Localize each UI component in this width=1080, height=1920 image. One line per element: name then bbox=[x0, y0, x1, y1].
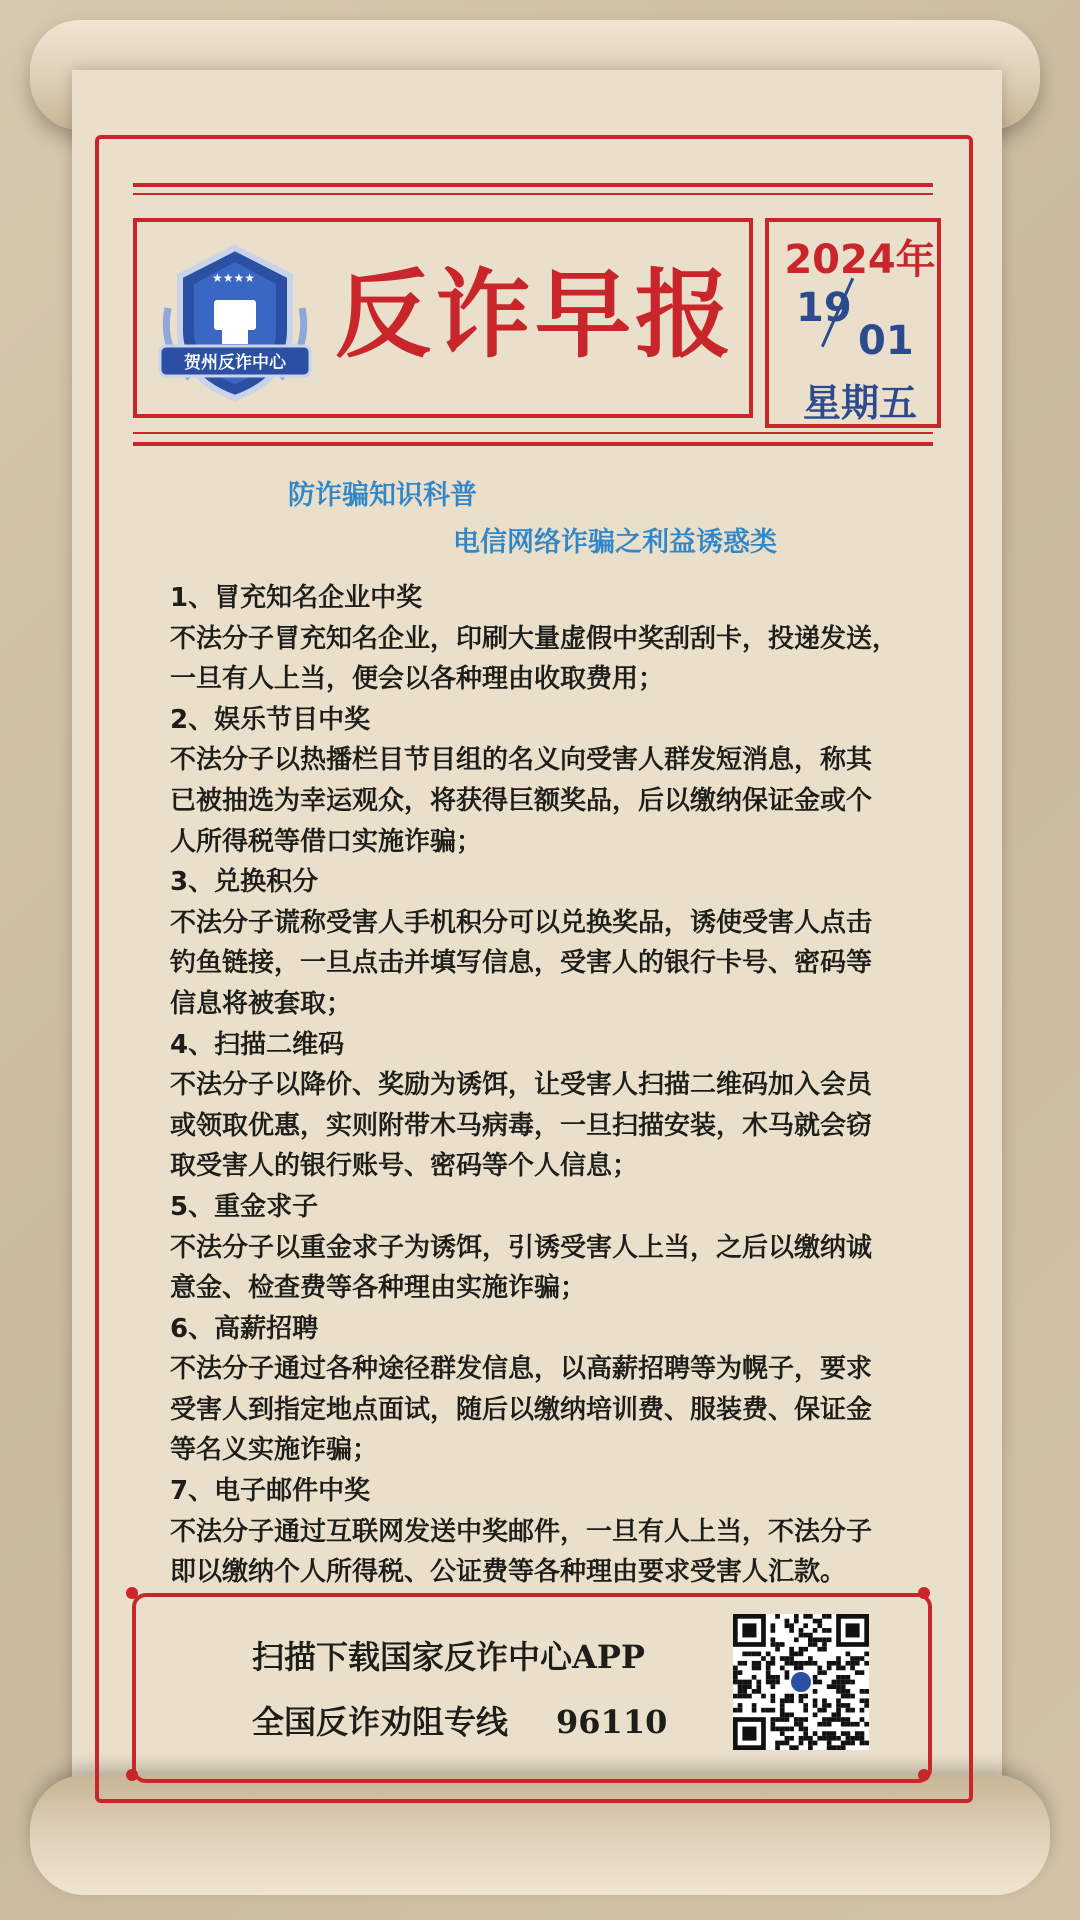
list-item bbox=[170, 862, 960, 1024]
item-heading: 2、娱乐节目中奖 bbox=[170, 704, 371, 735]
item-text: 或领取优惠，实则附带木马病毒，一旦扫描安装，木马就会窃 bbox=[170, 1110, 873, 1141]
logo-text: 贺州反诈中心 bbox=[184, 353, 286, 373]
item-heading: 5、重金求子 bbox=[170, 1191, 319, 1222]
date-weekday: 星期五 bbox=[802, 381, 917, 425]
date-month: 19 bbox=[796, 285, 852, 331]
item-heading: 1、冒充知名企业中奖 bbox=[170, 583, 423, 613]
item-heading: 6、高薪招聘 bbox=[170, 1313, 319, 1344]
fraud-list bbox=[170, 578, 960, 1593]
header-bottom-rule-thin bbox=[133, 432, 933, 434]
header-bottom-rule bbox=[133, 442, 933, 446]
svg-text:★★★★: ★★★★ bbox=[212, 271, 256, 285]
download-app-text: 扫描下载国家反诈中心APP bbox=[252, 1638, 645, 1676]
header-top-rule bbox=[133, 183, 933, 187]
list-item bbox=[170, 1187, 960, 1309]
list-item bbox=[170, 1025, 960, 1187]
corner-dot bbox=[126, 1587, 138, 1599]
item-text: 不法分子以热播栏目节目组的名义向受害人群发短消息，称其 bbox=[170, 745, 873, 776]
date-day: 01 bbox=[858, 318, 914, 364]
item-text: 取受害人的银行账号、密码等个人信息； bbox=[170, 1151, 639, 1182]
list-item bbox=[170, 1309, 960, 1471]
item-text: 一旦有人上当，便会以各种理由收取费用； bbox=[170, 664, 665, 695]
list-item bbox=[170, 578, 960, 700]
item-text: 不法分子冒充知名企业，印刷大量虚假中奖刮刮卡，投递发送， bbox=[170, 623, 899, 654]
item-text: 信息将被套取； bbox=[170, 988, 353, 1019]
item-text: 不法分子通过互联网发送中奖邮件，一旦有人上当，不法分子 bbox=[170, 1516, 873, 1547]
item-text: 不法分子通过各种途径群发信息，以高薪招聘等为幌子，要求 bbox=[170, 1354, 873, 1385]
newspaper-title: 反诈早报 bbox=[335, 258, 735, 371]
item-heading: 4、扫描二维码 bbox=[170, 1029, 345, 1060]
subtitle-science: 防诈骗知识科普 bbox=[288, 480, 477, 511]
item-text: 钓鱼链接，一旦点击并填写信息，受害人的银行卡号、密码等 bbox=[170, 948, 873, 979]
header-top-rule-thin bbox=[133, 193, 933, 195]
hotline-text bbox=[252, 1697, 667, 1743]
item-heading: 7、电子邮件中奖 bbox=[170, 1476, 371, 1507]
corner-dot bbox=[126, 1769, 138, 1781]
item-text: 等名义实施诈骗； bbox=[170, 1435, 379, 1466]
item-text: 受害人到指定地点面试，随后以缴纳培训费、服装费、保证金 bbox=[170, 1394, 873, 1425]
item-text: 不法分子以重金求子为诱饵，引诱受害人上当，之后以缴纳诚 bbox=[170, 1232, 873, 1263]
item-text: 已被抽选为幸运观众，将获得巨额奖品，后以缴纳保证金或个 bbox=[170, 785, 873, 816]
police-badge-icon bbox=[150, 238, 320, 406]
subtitle-category: 电信网络诈骗之利益诱惑类 bbox=[453, 527, 777, 558]
date-year: 2024年 bbox=[784, 237, 936, 283]
list-item bbox=[170, 700, 960, 862]
item-text: 人所得税等借口实施诈骗； bbox=[170, 826, 483, 857]
qr-code-icon[interactable] bbox=[733, 1614, 869, 1750]
item-text: 意金、检查费等各种理由实施诈骗； bbox=[170, 1273, 587, 1304]
corner-dot bbox=[918, 1769, 930, 1781]
corner-dot bbox=[918, 1587, 930, 1599]
list-item bbox=[170, 1471, 960, 1593]
item-text: 不法分子以降价、奖励为诱饵，让受害人扫描二维码加入会员 bbox=[170, 1070, 873, 1101]
hotline-number: 96110 bbox=[556, 1703, 668, 1741]
item-text: 即以缴纳个人所得税、公证费等各种理由要求受害人汇款。 bbox=[170, 1557, 847, 1588]
item-heading: 3、兑换积分 bbox=[170, 867, 319, 898]
item-text: 不法分子谎称受害人手机积分可以兑换奖品，诱使受害人点击 bbox=[170, 907, 873, 938]
hotline-label: 全国反诈劝阻专线 bbox=[252, 1703, 509, 1741]
